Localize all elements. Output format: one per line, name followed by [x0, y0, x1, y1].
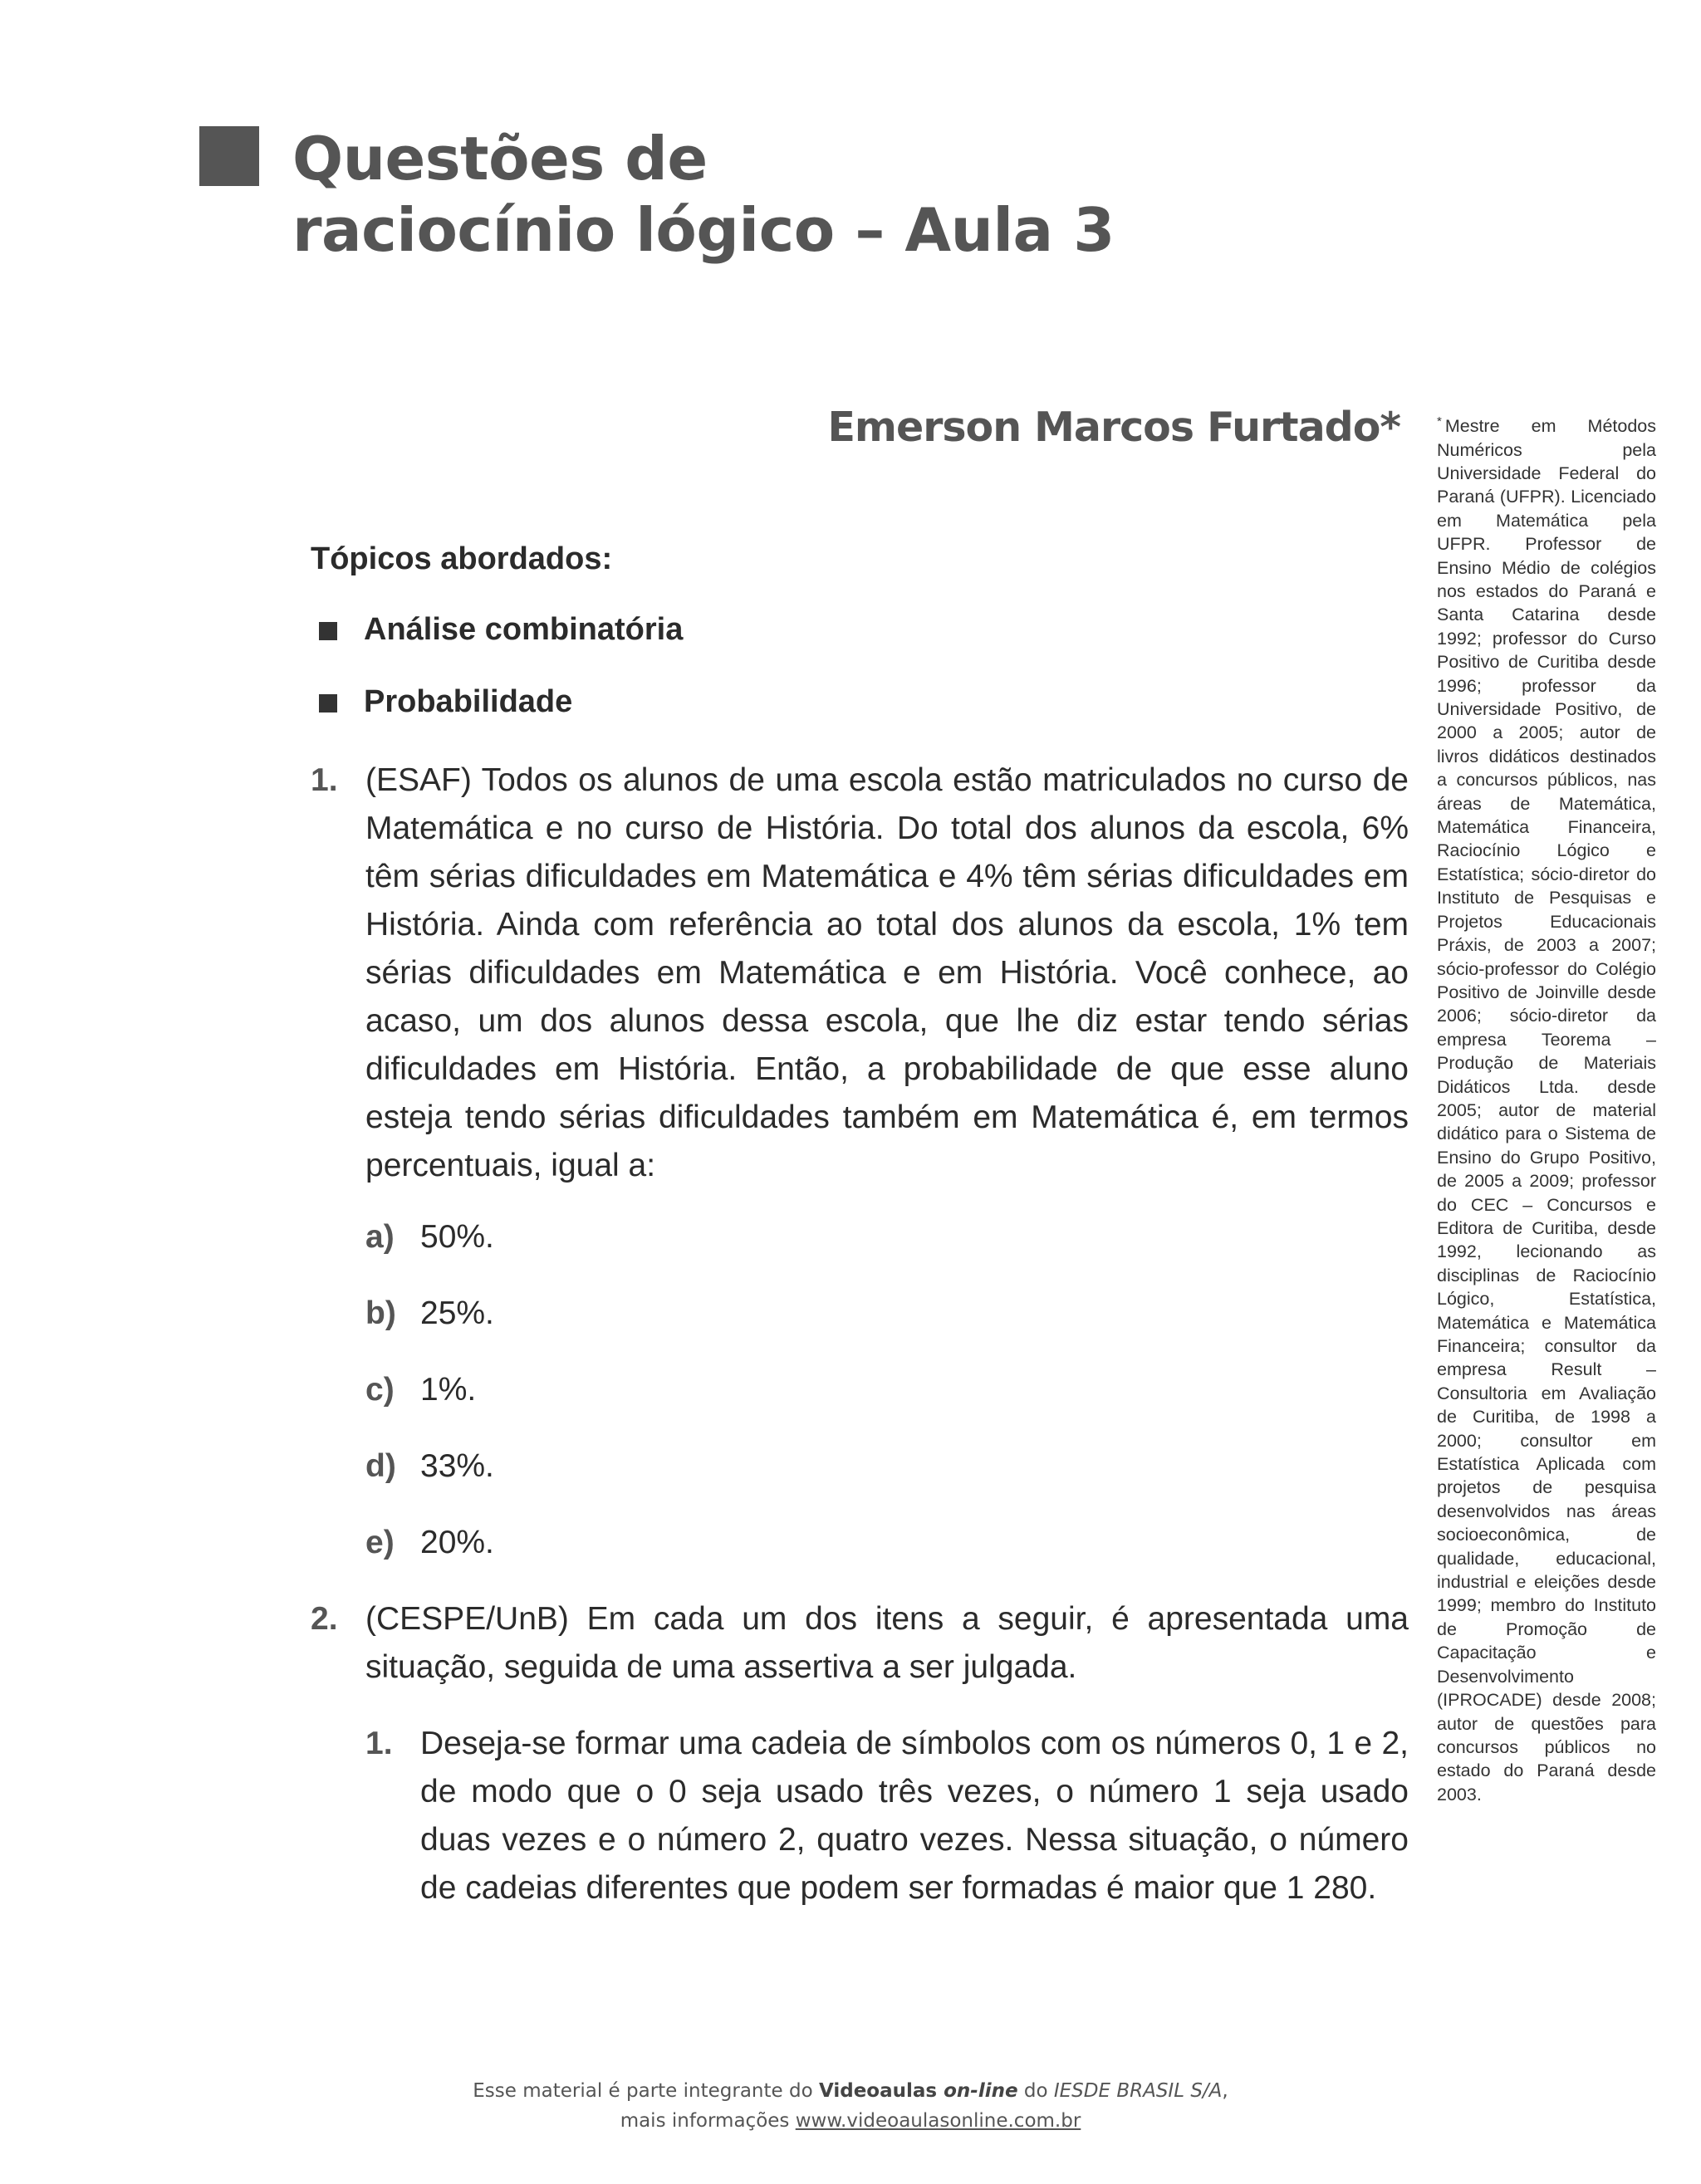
- footer-company: IESDE BRASIL S/A: [1053, 2080, 1223, 2102]
- footer-product-name: Videoaulas: [818, 2080, 944, 2102]
- topic-item: [311, 684, 1409, 720]
- footer-text: mais informações: [620, 2110, 796, 2132]
- square-bullet-icon: [319, 694, 337, 712]
- question-number: 1.: [311, 762, 338, 798]
- footnote-marker: *: [1437, 414, 1442, 428]
- question-2: [311, 1595, 1409, 1912]
- answer-option-d: [365, 1442, 1409, 1491]
- option-label: c): [365, 1372, 395, 1408]
- option-text: 33%.: [420, 1448, 494, 1484]
- page-title: [292, 123, 1115, 266]
- item-number: 1.: [365, 1726, 393, 1761]
- option-text: 50%.: [420, 1219, 494, 1255]
- answer-options: [365, 1213, 1409, 1567]
- footer-website-link[interactable]: www.videoaulasonline.com.br: [795, 2110, 1081, 2132]
- answer-option-b: [365, 1290, 1409, 1338]
- topics-heading: Tópicos abordados:: [311, 541, 613, 576]
- author-bio-sidenote: [1437, 410, 1656, 1806]
- question-1: [311, 757, 1409, 1567]
- question-text: (CESPE/UnB) Em cada um dos itens a seguir, é apresentada uma situação, seguida de uma assertiva a ser julgada.: [365, 1601, 1409, 1685]
- question-text: (ESAF) Todos os alunos de uma escola estão matriculados no curso de Matemática e no curso de História. Do total dos alunos da escola, 6% têm sérias dificuldades em Matemática e 4% têm sérias dificuldades em História. Ainda com referência ao total dos alunos da escola, 1% tem sérias dificuldades em Matemática e em História. Você conhece, ao acaso, um dos alunos dessa escola, que lhe diz estar tendo sérias dificuldades em História. Então, a probabilidade de que esse aluno esteja tendo sérias dificuldades também em Matemática é, em termos percentuais, igual a:: [365, 762, 1409, 1183]
- topic-label: Análise combinatória: [364, 612, 684, 647]
- title-line-1: Questões de: [292, 124, 708, 193]
- option-label: b): [365, 1295, 396, 1331]
- footer-text: ,: [1222, 2080, 1228, 2102]
- option-label: a): [365, 1219, 395, 1255]
- page-footer: [0, 2076, 1701, 2136]
- main-content: [311, 541, 1409, 1912]
- topic-item: [311, 612, 1409, 648]
- option-text: 20%.: [420, 1525, 494, 1560]
- footer-text: Esse material é parte integrante do: [473, 2080, 819, 2102]
- answer-option-a: [365, 1213, 1409, 1261]
- option-label: d): [365, 1448, 396, 1484]
- square-bullet-icon: [319, 622, 337, 640]
- footer-product-suffix: on-line: [944, 2080, 1018, 2102]
- footer-line-2: [0, 2106, 1701, 2136]
- question-number: 2.: [311, 1601, 338, 1637]
- title-line-2: raciocínio lógico – Aula 3: [292, 195, 1115, 265]
- footer-text: do: [1017, 2080, 1054, 2102]
- answer-option-e: [365, 1519, 1409, 1567]
- item-text: Deseja-se formar uma cadeia de símbolos com os números 0, 1 e 2, de modo que o 0 seja usado três vezes, o número 1 seja usado duas vezes e o número 2, quatro vezes. Nessa situação, o número de cadeias diferentes que podem ser formadas é maior que 1 280.: [420, 1726, 1409, 1906]
- footer-line-1: [0, 2076, 1701, 2106]
- title-square-icon: [199, 126, 259, 186]
- option-text: 1%.: [420, 1372, 477, 1408]
- topic-label: Probabilidade: [364, 684, 573, 719]
- answer-option-c: [365, 1366, 1409, 1414]
- option-label: e): [365, 1525, 395, 1560]
- author-name: Emerson Marcos Furtado*: [827, 404, 1400, 451]
- author-bio-text: Mestre em Métodos Numéricos pela Universidade Federal do Paraná (UFPR). Licenciado em Matemática pela UFPR. Professor de Ensino Médio de colégios nos estados do Paraná e Santa Catarina desde 1992; professor do Curso Positivo de Curitiba desde 1996; professor da Universidade Positivo, de 2000 a 2005; autor de livros didáticos destinados a concursos públicos, nas áreas de Matemática, Matemática Financeira, Raciocínio Lógico e Estatística; sócio-diretor do Instituto de Pesquisas e Projetos Educacionais Práxis, de 2003 a 2007; sócio-professor do Colégio Positivo de Joinville desde 2006; sócio-diretor da empresa Teorema – Produção de Materiais Didáticos Ltda. desde 2005; autor de material didático para o Sistema de Ensino do Grupo Positivo, de 2005 a 2009; professor do CEC – Concursos e Editora de Curitiba, desde 1992, lecionando as disciplinas de Raciocínio Lógico, Estatística, Matemática e Matemática Financeira; consultor da empresa Result – Consultoria em Avaliação de Curitiba, de 1998 a 2000; consultor em Estatística Aplicada com projetos de pesquisa desenvolvidos nas áreas socioeconômica, de qualidade, educacional, industrial e eleições desde 1999; membro do Instituto de Promoção de Capacitação e Desenvolvimento (IPROCADE) desde 2008; autor de questões para concursos públicos no estado do Paraná desde 2003.: [1437, 416, 1656, 1804]
- question-2-item-1: [365, 1720, 1409, 1912]
- option-text: 25%.: [420, 1295, 494, 1331]
